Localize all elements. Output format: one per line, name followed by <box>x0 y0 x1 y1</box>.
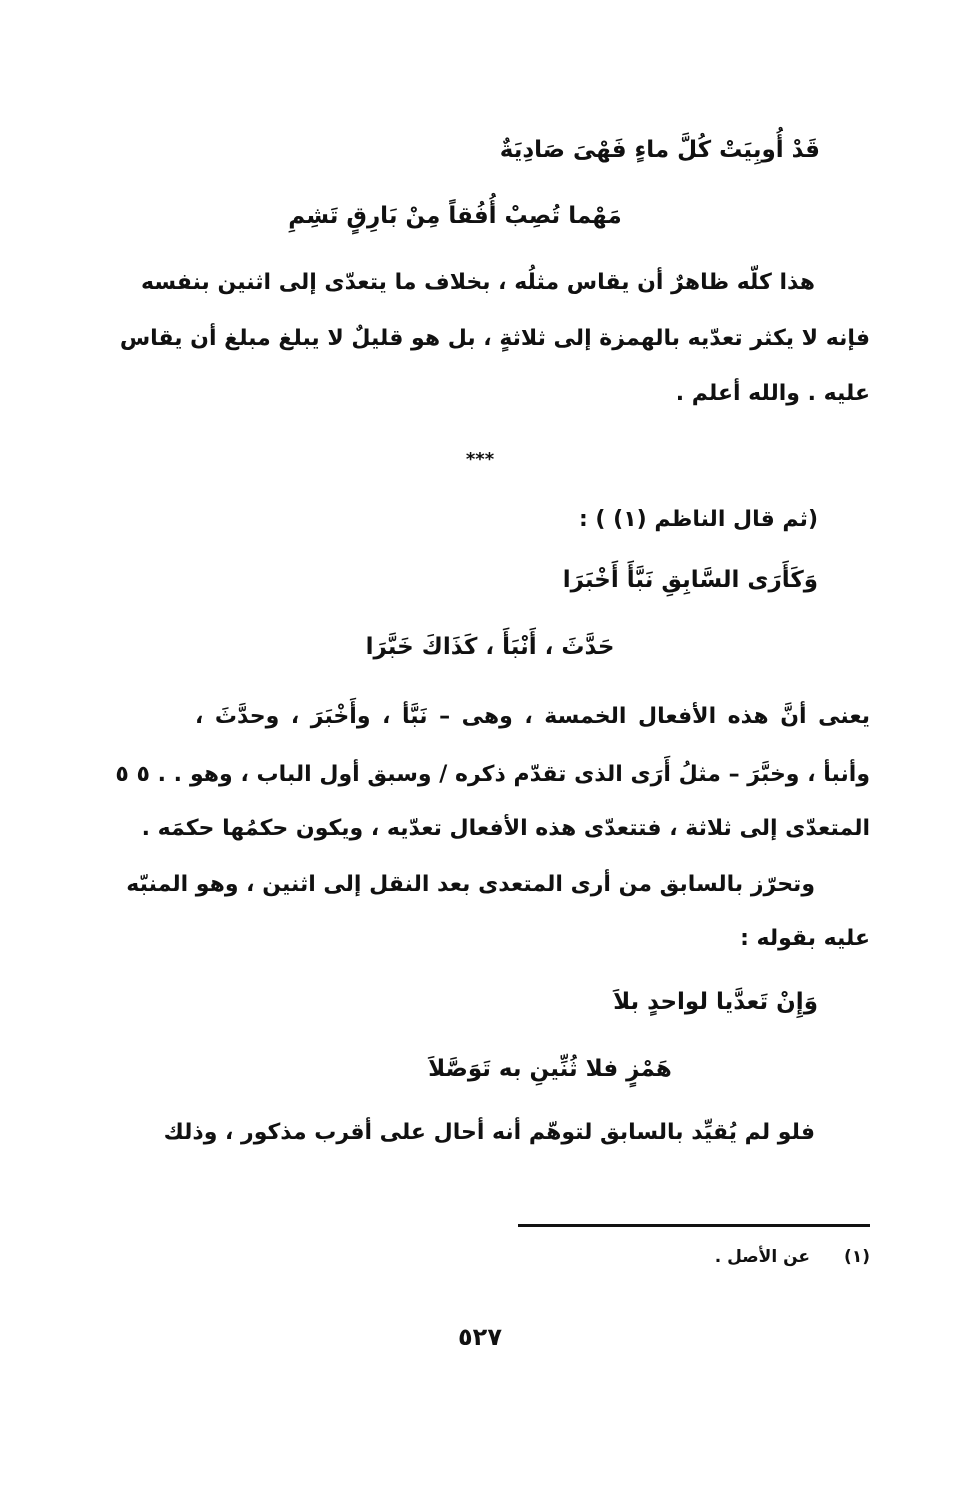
margin-page-number: . . ٥ ٥ <box>115 762 182 787</box>
verse2-first-hemistich: وَكَأَرَى السَّابِقِ نَبَّأَ أَخْبَرَا <box>562 567 818 593</box>
paragraph3-line2: عليه بقوله : <box>740 926 870 951</box>
paragraph1-line1: هذا كلّه ظاهرٌ أن يقاس مثلُه ، بخلاف ما يتعدّى إلى اثنين بنفسه <box>141 270 815 295</box>
paragraph2-line1: يعنى أنَّ هذه الأفعال الخمسة ، وهى – نَبَّأ ، وأَخْبَرَ ، وحدَّثَ ، <box>195 704 870 729</box>
page-number: ٥٢٧ <box>458 1323 502 1351</box>
paragraph1-line3: عليه . والله أعلم . <box>675 381 870 406</box>
paragraph2-line2: وأنبأ ، وخبَّرَ – مثلُ أَرَى الذى تقدّم ذكره / وسبق أول الباب ، وهو <box>190 762 870 787</box>
paragraph2-line3: المتعدّى إلى ثلاثة ، فتتعدّى هذه الأفعال تعدّيه ، ويكون حكمُها حكمَه . <box>141 816 870 841</box>
footnote-marker: (١) <box>844 1247 870 1267</box>
verse1-first-hemistich: قَدْ أُوبِيَتْ كُلَّ ماءٍ فَهْىَ صَادِيَةٌ <box>499 137 820 163</box>
verse1-second-hemistich: مَهْما تُصِبْ أُفُقاً مِنْ بَارِقٍ تَشِمِ <box>288 203 622 229</box>
footnote-text: عن الأصل . <box>714 1247 810 1267</box>
verse3-first-hemistich: وَإِنْ تَعدَّيا لواحدٍ بلاَ <box>613 989 818 1015</box>
verse2-second-hemistich: حَدَّثَ ، أَنْبَأَ ، كَذَاكَ خَبَّرَا <box>365 634 615 660</box>
footnote-divider <box>518 1224 870 1227</box>
paragraph3-line1: وتحرّز بالسابق من أرى المتعدى بعد النقل إلى اثنين ، وهو المنبّه <box>126 872 815 897</box>
paragraph4-line: فلو لم يُقيِّد بالسابق لتوهّم أنه أحال على أقرب مذكور ، وذلك <box>163 1120 815 1145</box>
paragraph1-line2: فإنه لا يكثر تعدّيه بالهمزة إلى ثلاثةٍ ، بل هو قليلٌ لا يبلغ مبلغ أن يقاس <box>119 326 870 351</box>
section-separator: *** <box>465 449 495 470</box>
verse3-second-hemistich: هَمْزٍ فلا ثُنِّينِ به تَوَصَّلاَ <box>428 1056 672 1082</box>
intro-line: (ثم قال الناظم (١) ) : <box>578 507 818 532</box>
